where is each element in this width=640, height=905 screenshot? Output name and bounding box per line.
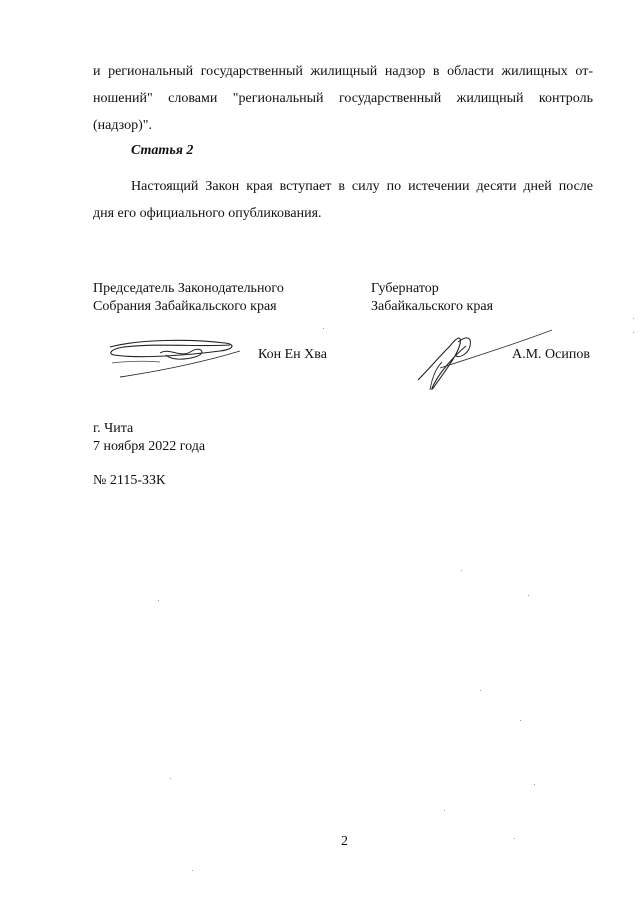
paragraph-line: и региональный государственный жилищный надзор в области жилищных от- — [93, 64, 593, 79]
law-number: № 2115-ЗЗК — [93, 473, 166, 488]
paragraph-line: (надзор)". — [93, 118, 152, 133]
paragraph-line: ношений" словами "региональный государственный жилищный контроль — [93, 91, 593, 106]
paragraph-article-2 — [93, 173, 593, 227]
signatory-name-left: Кон Ен Хва — [258, 347, 327, 362]
paragraph-line: Настоящий Закон края вступает в силу по истечении десяти дней после — [131, 179, 593, 194]
paragraph-amendment — [93, 58, 593, 139]
signatory-title-line: Собрания Забайкальского края — [93, 299, 277, 314]
signatory-left-title — [93, 280, 284, 316]
city: г. Чита — [93, 421, 134, 436]
signatory-title-line: Губернатор — [371, 281, 439, 296]
paragraph-line: дня его официального опубликования. — [93, 206, 322, 221]
article-heading: Статья 2 — [131, 143, 194, 158]
place-and-date — [93, 420, 205, 456]
signatory-title-line: Председатель Законодательного — [93, 281, 284, 296]
handwritten-signature-left — [100, 325, 250, 385]
signatory-name-right: А.М. Осипов — [512, 347, 590, 362]
signatory-title-line: Забайкальского края — [371, 299, 494, 314]
page-number: 2 — [341, 834, 348, 849]
signatory-right-title — [371, 280, 493, 316]
date: 7 ноября 2022 года — [93, 439, 206, 454]
